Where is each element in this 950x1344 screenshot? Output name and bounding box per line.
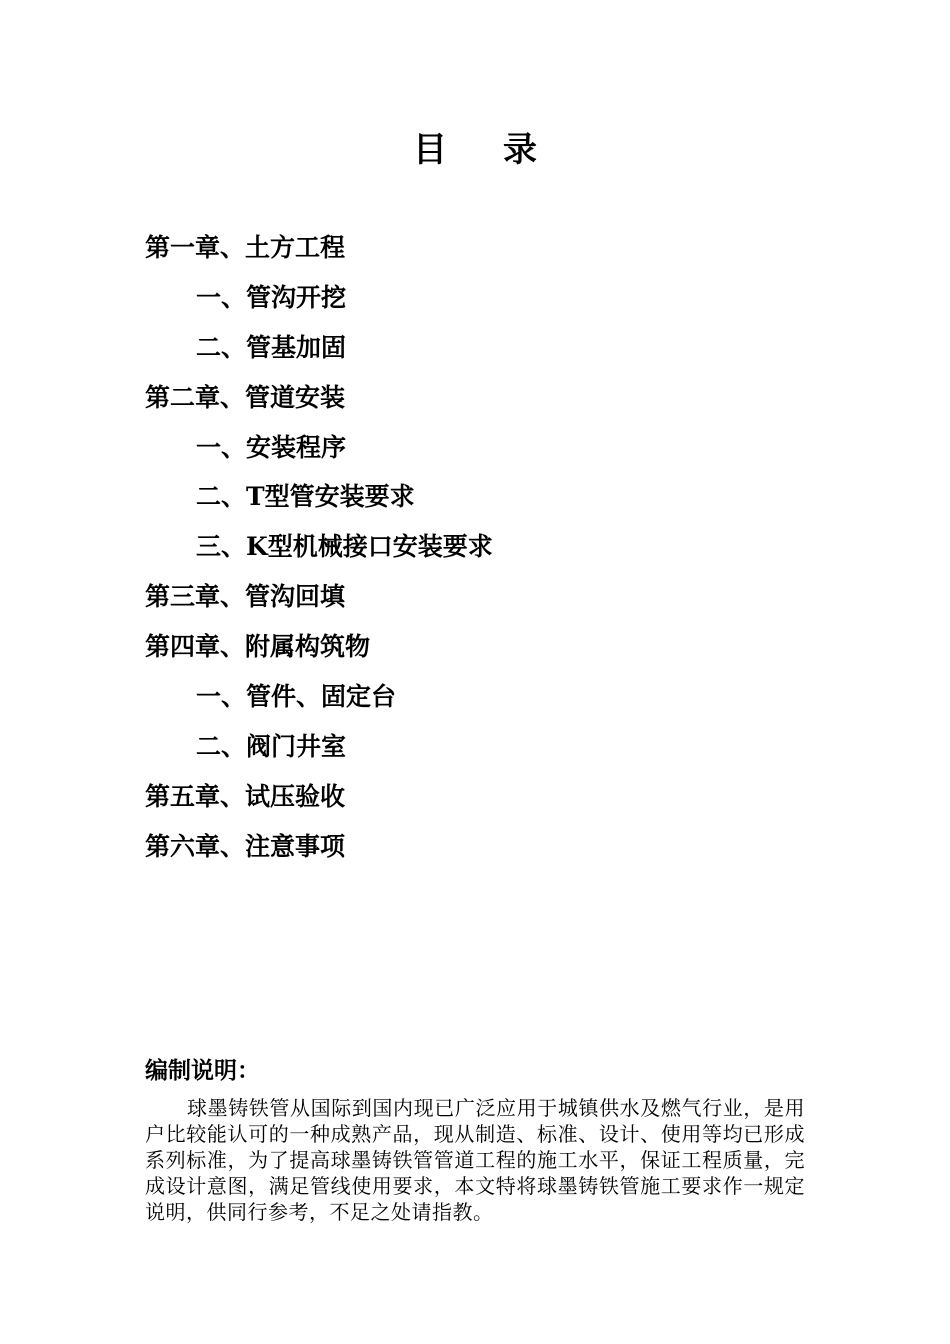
notes-heading: 编制说明： [145, 1057, 260, 1084]
toc-item: 第六章、注意事项 [145, 831, 346, 861]
toc-title-char: 目 [413, 130, 447, 170]
toc-item: 二、阀门井室 [196, 731, 347, 761]
toc-item: 二、管基加固 [196, 332, 347, 362]
toc-item: 一、安装程序 [196, 432, 347, 462]
notes-paragraph: 球墨铸铁管从国际到国内现已广泛应用于城镇供水及燃气行业，是用户比较能认可的一种成熟产品，现从制造、标准、设计、使用等均已形成系列标准，为了提高球墨铸铁管管道工程的施工水平，保证工程质量，完成设计意图，满足管线使用要求，本文特将球墨铸铁管施工要求作一规定说明，供同行参考，不足之处请指教。 [145, 1096, 805, 1224]
toc-item: 第五章、试压验收 [145, 781, 346, 811]
toc-item: 第二章、管道安装 [145, 382, 346, 412]
toc-item: 二、T型管安装要求 [196, 482, 415, 512]
toc-item: 第三章、管沟回填 [145, 582, 346, 612]
toc-title-char: 录 [503, 130, 537, 170]
toc-item: 一、管沟开挖 [196, 282, 347, 312]
toc-list [145, 228, 845, 877]
toc-item: 三、K型机械接口安装要求 [196, 532, 493, 562]
toc-item: 第四章、附属构筑物 [145, 632, 371, 662]
toc-title [0, 128, 950, 172]
toc-item: 第一章、土方工程 [145, 233, 346, 262]
toc-item: 一、管件、固定台 [196, 682, 397, 712]
